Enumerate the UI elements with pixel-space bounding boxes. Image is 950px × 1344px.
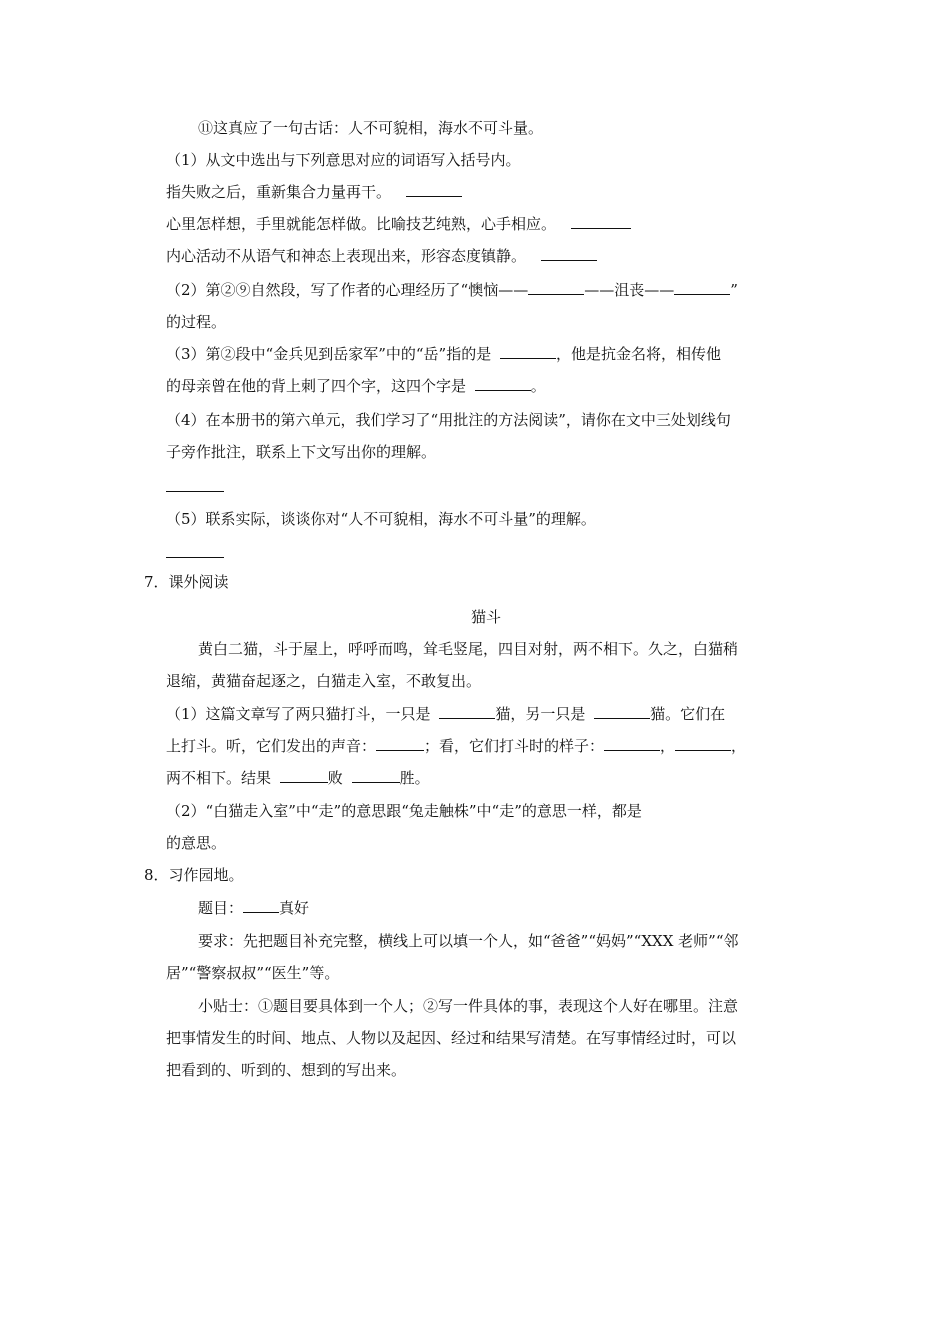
q6-part3-text-b: ，他是抗金名将，相传他 <box>556 345 722 363</box>
q8-tip-line3: 把看到的、听到的、想到的写出来。 <box>166 1061 407 1079</box>
q7-part2-line1: （2）“白猫走入室”中“走”的意思跟“兔走触株”中“走”的意思一样，都是 <box>166 802 642 820</box>
q7-part1-line1 <box>166 703 725 725</box>
story-ending-line: ⑪这真应了一句古话：人不可貌相，海水不可斗量。 <box>198 119 544 137</box>
q7-part1-text-d: 上打斗。听，它们发出的声音： <box>166 737 377 755</box>
q7-passage-line1: 黄白二猫，斗于屋上，呼呼而鸣，耸毛竖尾，四目对射，两不相下。久之，白猫稍 <box>198 640 739 658</box>
q6-part3-text-d: 。 <box>530 377 546 395</box>
q6-part4-line1: （4）在本册书的第六单元，我们学习了“用批注的方法阅读”，请你在文中三处划线句 <box>166 411 731 429</box>
q7-part1-text-h: 两不相下。结果 <box>166 769 272 787</box>
q6-part1-item-a <box>166 181 462 203</box>
q7-part1-line2 <box>166 735 746 757</box>
q8-heading: 8．习作园地。 <box>144 866 244 884</box>
answer-blank[interactable] <box>376 735 424 751</box>
q6-part2-line2: 的过程。 <box>166 313 227 331</box>
q8-topic-suffix: 真好 <box>279 899 310 917</box>
answer-blank[interactable] <box>675 735 731 751</box>
q6-part5-answer-line[interactable] <box>166 557 224 558</box>
q8-tip-line2: 把事情发生的时间、地点、人物以及起因、经过和结果写清楚。在写事情经过时，可以 <box>166 1029 737 1047</box>
q6-part1-item-b <box>166 213 631 235</box>
q6-part2-line1 <box>166 279 738 301</box>
q7-heading: 7．课外阅读 <box>144 573 229 591</box>
answer-blank[interactable] <box>571 213 631 229</box>
q7-part1-text-j: 胜。 <box>399 769 430 787</box>
q6-part2-text-c: ” <box>730 281 738 299</box>
q7-part1-text-b: 猫，另一只是 <box>495 705 586 723</box>
q8-topic-line <box>198 897 309 919</box>
q6-part1-item-b-text: 心里怎样想，手里就能怎样做。比喻技艺纯熟，心手相应。 <box>166 215 557 233</box>
q8-requirement-line1: 要求：先把题目补充完整，横线上可以填一个人，如“爸爸”“妈妈”“XXX 老师”“邻 <box>198 932 739 950</box>
answer-blank[interactable] <box>352 767 400 783</box>
answer-blank[interactable] <box>475 375 531 391</box>
q7-part1-text-i: 败 <box>327 769 343 787</box>
answer-blank[interactable] <box>604 735 660 751</box>
q8-tip-line1: 小贴士：①题目要具体到一个人；②写一件具体的事，表现这个人好在哪里。注意 <box>198 997 739 1015</box>
q6-part3-line1 <box>166 343 721 365</box>
q7-part2-line2: 的意思。 <box>166 834 227 852</box>
answer-blank[interactable] <box>439 703 495 719</box>
q6-part1-item-a-text: 指失败之后，重新集合力量再干。 <box>166 183 392 201</box>
answer-blank[interactable] <box>594 703 650 719</box>
answer-blank[interactable] <box>280 767 328 783</box>
q7-passage-line2: 退缩，黄猫奋起逐之，白猫走入室，不敢复出。 <box>166 672 482 690</box>
q7-part1-text-c: 猫。它们在 <box>650 705 726 723</box>
q6-part2-text-b: ——沮丧—— <box>584 281 675 299</box>
q8-topic-label: 题目： <box>198 899 244 917</box>
q7-part1-text-a: （1）这篇文章写了两只猫打斗，一只是 <box>166 705 431 723</box>
q6-part3-line2 <box>166 375 546 397</box>
q6-part2-text-a: （2）第②⑨自然段，写了作者的心理经历了“懊恼—— <box>166 281 529 299</box>
q7-part1-text-e: ；看，它们打斗时的样子： <box>424 737 605 755</box>
answer-blank[interactable] <box>406 181 462 197</box>
answer-blank[interactable] <box>500 343 556 359</box>
answer-blank[interactable] <box>674 279 730 295</box>
q6-part5-line: （5）联系实际，谈谈你对“人不可貌相，海水不可斗量”的理解。 <box>166 510 596 528</box>
q6-part1-title: （1）从文中选出与下列意思对应的词语写入括号内。 <box>166 151 521 169</box>
q6-part1-item-c-text: 内心活动不从语气和神态上表现出来，形容态度镇静。 <box>166 247 527 265</box>
q6-part4-answer-line[interactable] <box>166 491 224 492</box>
answer-blank[interactable] <box>528 279 584 295</box>
q6-part4-line2: 子旁作批注，联系上下文写出你的理解。 <box>166 443 437 461</box>
q6-part1-item-c <box>166 245 597 267</box>
q7-part1-text-g: ， <box>731 737 747 755</box>
q7-part1-text-f: ， <box>660 737 676 755</box>
answer-blank[interactable] <box>541 245 597 261</box>
topic-blank[interactable] <box>243 897 279 913</box>
q7-passage-title: 猫斗 <box>470 608 501 626</box>
q8-requirement-line2: 居”“警察叔叔”“医生”等。 <box>166 964 340 982</box>
q7-part1-line3 <box>166 767 430 789</box>
q6-part3-text-a: （3）第②段中“金兵见到岳家军”中的“岳”指的是 <box>166 345 492 363</box>
q6-part3-text-c: 的母亲曾在他的背上刺了四个字，这四个字是 <box>166 377 467 395</box>
